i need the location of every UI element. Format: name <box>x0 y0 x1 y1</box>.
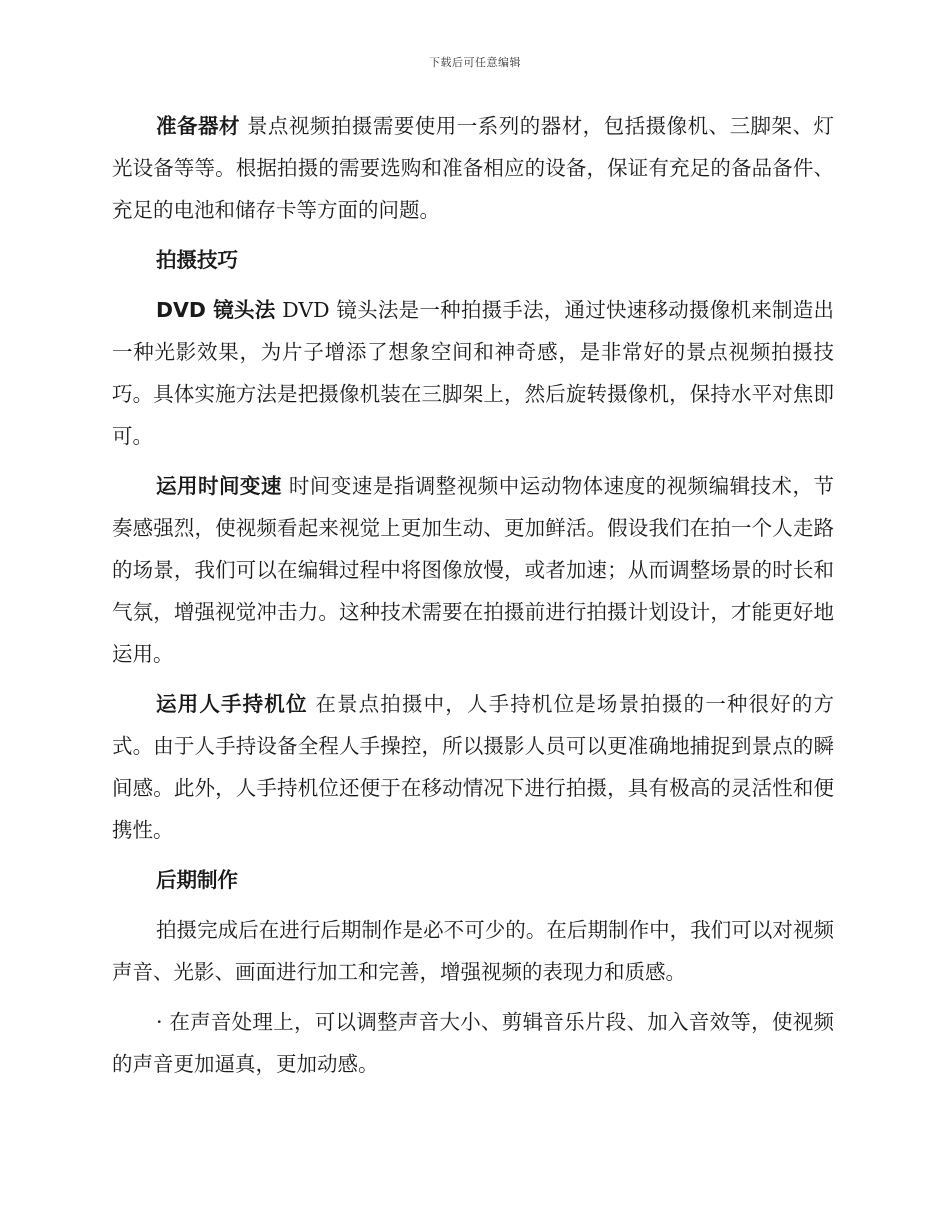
paragraph-lead: 运用时间变速 <box>156 474 282 498</box>
paragraph-handheld <box>112 683 834 851</box>
section-heading-techniques: 拍摄技巧 <box>156 248 238 272</box>
paragraph-text: DVD 镜头法是一种拍摄手法，通过快速移动摄像机来制造出一种光影效果，为片子增添了想象空间和神奇感，是非常好的景点视频拍摄技巧。具体实施方法是把摄像机装在三脚架上，然后旋转摄像机，保持水平对焦即可。 <box>112 298 834 448</box>
page-header: 下载后可任意编辑 <box>429 56 521 69</box>
paragraph-lead: 运用人手持机位 <box>156 692 308 716</box>
paragraph-time-speed <box>112 465 834 675</box>
paragraph-text: 时间变速是指调整视频中运动物体速度的视频编辑技术，节奏感强烈，使视频看起来视觉上更加生动、更加鲜活。假设我们在拍一个人走路的场景，我们可以在编辑过程中将图像放慢，或者加速；从而调整场景的时长和气氛，增强视觉冲击力。这种技术需要在拍摄前进行拍摄计划设计，才能更好地运用。 <box>112 474 835 666</box>
paragraph-sound-bullet: · 在声音处理上，可以调整声音大小、剪辑音乐片段、加入音效等，使视频的声音更加逼真，更加动感。 <box>112 1010 834 1076</box>
paragraph-lead: DVD 镜头法 <box>156 298 276 322</box>
paragraph-lead: 准备器材 <box>156 114 240 138</box>
paragraph-text: 在景点拍摄中，人手持机位是场景拍摄的一种很好的方式。由于人手持设备全程人手操控，所以摄影人员可以更准确地捕捉到景点的瞬间感。此外，人手持机位还便于在移动情况下进行拍摄，具有极高的灵活性和便携性。 <box>112 692 835 842</box>
paragraph-equipment <box>112 105 834 231</box>
section-heading-post: 后期制作 <box>156 868 238 892</box>
paragraph-dvd <box>112 289 834 457</box>
paragraph-post-intro: 拍摄完成后在进行后期制作是必不可少的。在后期制作中，我们可以对视频声音、光影、画面进行加工和完善，增强视频的表现力和质感。 <box>112 918 834 984</box>
document-body <box>112 105 834 1093</box>
paragraph-text: 景点视频拍摄需要使用一系列的器材，包括摄像机、三脚架、灯光设备等等。根据拍摄的需要选购和准备相应的设备，保证有充足的备品备件、充足的电池和储存卡等方面的问题。 <box>112 114 835 222</box>
